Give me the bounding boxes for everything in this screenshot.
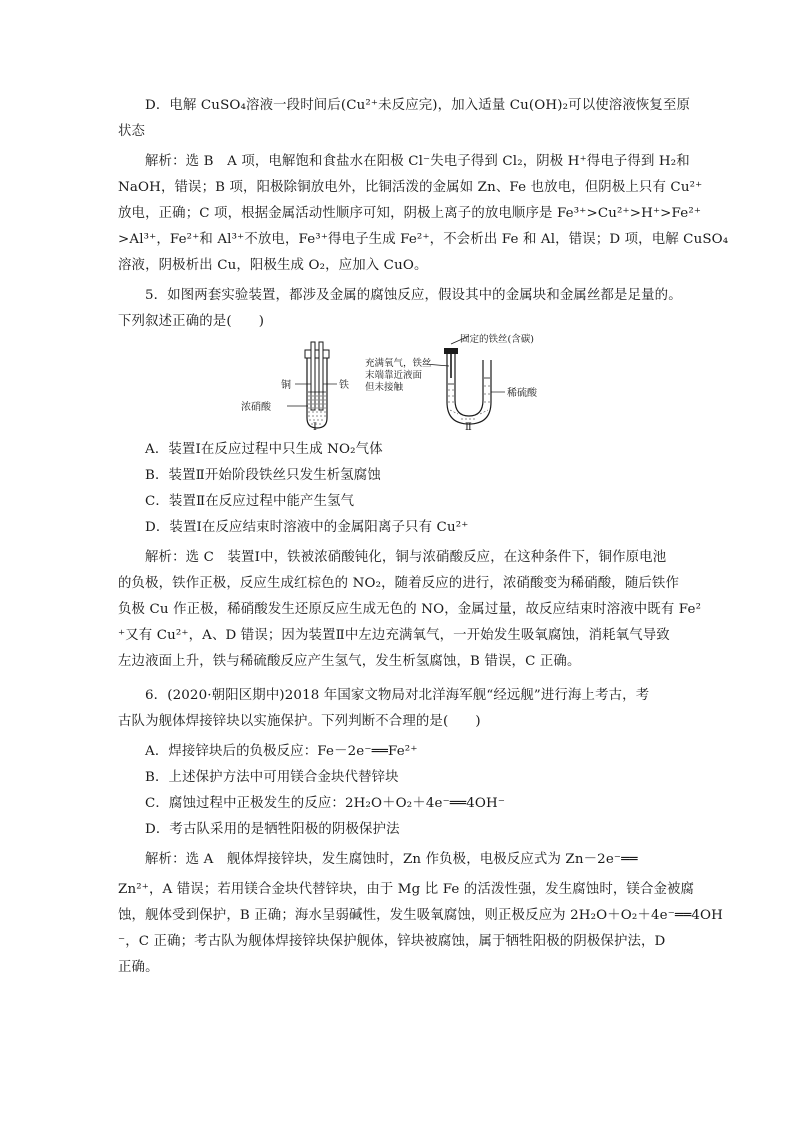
text-line-l06: >Al³⁺，Fe²⁺和 Al³⁺不放电，Fe³⁺得电子生成 Fe²⁺，不会析出 Fe 和 Al，错误；D 项，电解 CuSO₄	[118, 232, 729, 247]
text-line-l23: C．腐蚀过程中正极发生的反应：2H₂O＋O₂＋4e⁻══4OH⁻	[145, 796, 506, 811]
oxygen-note-line-3: 但未接触	[365, 382, 404, 393]
text-line-l05: 放电，正确；C 项，根据金属活动性顺序可知，阴极上离子的放电顺序是 Fe³⁺>Cu²⁺>H⁺>Fe²⁺	[118, 206, 702, 221]
text-line-l02: 状态	[118, 124, 146, 139]
text-line-l22: B．上述保护方法中可用镁合金块代替锌块	[145, 770, 399, 785]
text-line-l18: 左边液面上升，铁与稀硫酸反应产生氢气，发生析氢腐蚀，B 错误，C 正确。	[118, 654, 581, 669]
text-line-l19: 6．(2020·朝阳区期中)2018 年国家文物局对北洋海军舰“经远舰”进行海上考古，考	[145, 688, 650, 703]
text-line-l21: A．焊接锌块后的负极反应：Fe－2e⁻══Fe²⁺	[145, 744, 418, 759]
device-1-numeral: Ⅰ	[313, 422, 317, 433]
text-line-l20: 古队为舰体焊接锌块以实施保护。下列判断不合理的是( )	[118, 714, 481, 729]
text-line-l01: D．电解 CuSO₄溶液一段时间后(Cu²⁺未反应完)，加入适量 Cu(OH)₂可以使溶液恢复至原	[145, 98, 691, 113]
text-line-l08: 5．如图两套实验装置，都涉及金属的腐蚀反应，假设其中的金属块和金属丝都是足量的。	[145, 288, 682, 303]
text-line-l15: 的负极，铁作正极，反应生成红棕色的 NO₂，随着反应的进行，浓硝酸变为稀硝酸，随后铁作	[118, 576, 680, 591]
text-line-l14: 解析：选 C 装置Ⅰ中，铁被浓硝酸钝化，铜与浓硝酸反应，在这种条件下，铜作原电池	[145, 550, 667, 565]
iron-label: 铁	[339, 380, 349, 391]
fixed-iron-wire-label: 固定的铁丝(含碳)	[460, 334, 534, 345]
device-1	[241, 342, 349, 433]
text-line-l16: 负极 Cu 作正极，稀硝酸发生还原反应生成无色的 NO，金属过量，故反应结束时溶液中既有 Fe²	[118, 602, 702, 617]
text-line-l10: A．装置Ⅰ在反应过程中只生成 NO₂气体	[145, 442, 383, 457]
text-line-l24: D．考古队采用的是牺牲阳极的阴极保护法	[145, 822, 400, 837]
oxygen-note-line-2: 末端靠近液面	[365, 370, 423, 381]
text-line-l27: 蚀，舰体受到保护，B 正确；海水呈弱碱性，发生吸氧腐蚀，则正极反应为 2H₂O＋O₂＋4e⁻══4OH	[118, 908, 723, 923]
copper-label: 铜	[281, 380, 291, 391]
text-line-l28: ⁻，C 正确；考古队为舰体焊接锌块保护舰体，锌块被腐蚀，属于牺牲阳极的阴极保护法，D	[118, 934, 666, 949]
apparatus-figure	[241, 334, 555, 433]
text-line-l12: C．装置Ⅱ在反应过程中能产生氢气	[145, 494, 355, 509]
text-line-l09: 下列叙述正确的是( )	[118, 314, 265, 329]
oxygen-note-line-1: 充满氧气，铁丝	[365, 358, 432, 369]
device-2-numeral: Ⅱ	[465, 422, 472, 433]
text-line-l13: D．装置Ⅰ在反应结束时溶液中的金属阳离子只有 Cu²⁺	[145, 520, 469, 535]
text-line-l11: B．装置Ⅱ开始阶段铁丝只发生析氢腐蚀	[145, 468, 381, 483]
text-line-l17: ⁺又有 Cu²⁺，A、D 错误；因为装置Ⅱ中左边充满氧气，一开始发生吸氧腐蚀，消耗氧气导致	[118, 628, 670, 643]
text-line-l25: 解析：选 A 舰体焊接锌块，发生腐蚀时，Zn 作负极，电极反应式为 Zn－2e⁻══	[145, 852, 638, 867]
dilute-sulfuric-acid-label: 稀硫酸	[507, 388, 537, 399]
text-line-l07: 溶液，阴极析出 Cu，阳极生成 O₂，应加入 CuO。	[118, 258, 428, 273]
device-2	[365, 333, 538, 433]
text-line-l03: 解析：选 B A 项，电解饱和食盐水在阳极 Cl⁻失电子得到 Cl₂，阴极 H⁺得电子得到 H₂和	[145, 154, 690, 169]
text-line-l29: 正确。	[118, 960, 159, 975]
text-line-l04: NaOH，错误；B 项，阳极除铜放电外，比铜活泼的金属如 Zn、Fe 也放电，但阴极上只有 Cu²⁺	[118, 180, 703, 195]
text-line-l26: Zn²⁺，A 错误；若用镁合金块代替锌块，由于 Mg 比 Fe 的活泼性强，发生腐蚀时，镁合金被腐	[118, 882, 695, 897]
conc-nitric-acid-label: 浓硝酸	[241, 402, 271, 413]
